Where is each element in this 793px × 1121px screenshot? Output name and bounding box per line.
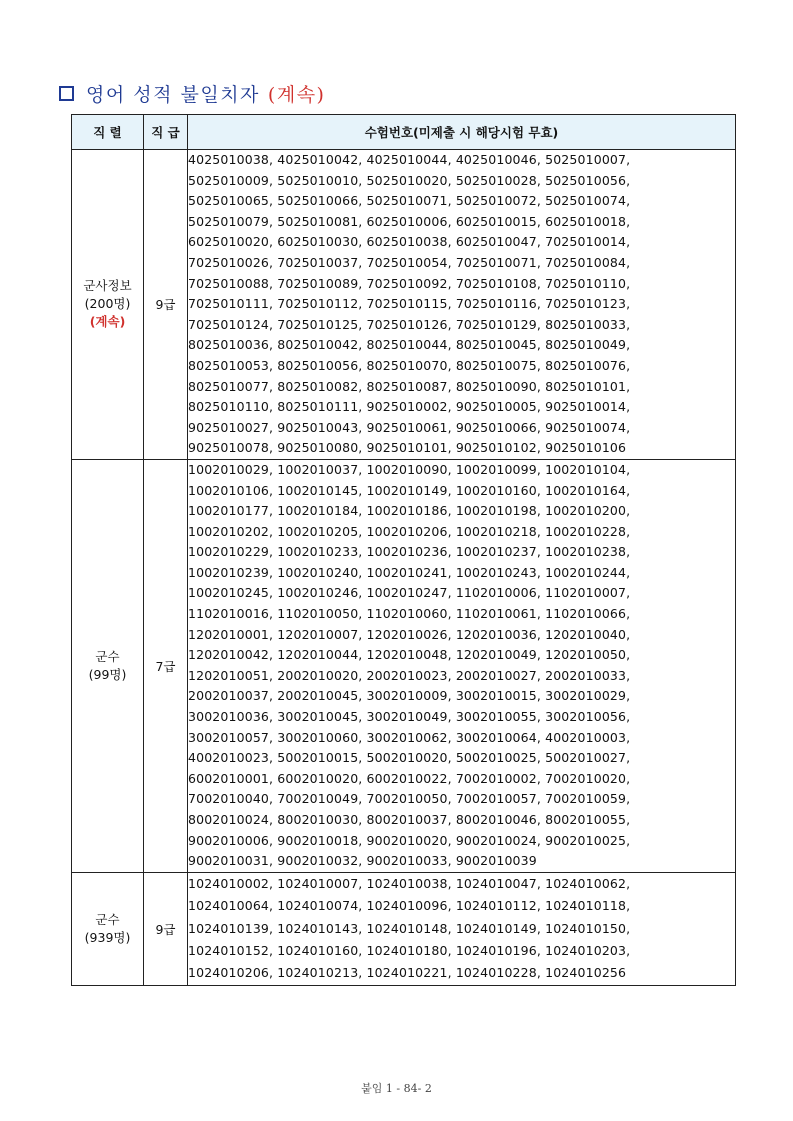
number-line: 1202010001, 1202010007, 1202010026, 1202010036, 1202010040,	[188, 626, 631, 642]
post-name: 군사정보	[83, 278, 132, 294]
header-numbers: 수험번호(미제출 시 해당시험 무효)	[188, 115, 736, 150]
number-line: 1024010206, 1024010213, 1024010221, 1024010228, 1024010256	[188, 965, 627, 981]
number-line: 7025010111, 7025010112, 7025010115, 7025010116, 7025010123,	[188, 296, 631, 312]
number-line: 1024010139, 1024010143, 1024010148, 1024010149, 1024010150,	[188, 920, 631, 936]
number-line: 7002010040, 7002010049, 7002010050, 7002010057, 7002010059,	[188, 791, 631, 807]
number-line: 2002010037, 2002010045, 3002010009, 3002010015, 3002010029,	[188, 688, 631, 704]
number-line: 5025010065, 5025010066, 5025010071, 5025010072, 5025010074,	[188, 193, 631, 209]
number-line: 5025010009, 5025010010, 5025010020, 5025010028, 5025010056,	[188, 172, 631, 188]
section-heading	[59, 80, 325, 106]
post-name: 군수	[95, 911, 120, 927]
number-line: 9002010006, 9002010018, 9002010020, 9002010024, 9002010025,	[188, 832, 631, 848]
number-line: 5025010079, 5025010081, 6025010006, 6025010015, 6025010018,	[188, 213, 631, 229]
number-line: 7025010088, 7025010089, 7025010092, 7025010108, 7025010110,	[188, 275, 631, 291]
heading-title: 영어 성적 불일치자	[86, 83, 260, 106]
number-line: 1002010202, 1002010205, 1002010206, 1002010218, 1002010228,	[188, 523, 631, 539]
numbers-cell	[188, 872, 736, 985]
number-line: 8025010053, 8025010056, 8025010070, 8025010075, 8025010076,	[188, 357, 631, 373]
table-row	[72, 872, 736, 985]
number-line: 4025010038, 4025010042, 4025010044, 4025010046, 5025010007,	[188, 152, 631, 167]
post-count: (99명)	[88, 666, 127, 682]
table-header-row	[72, 115, 736, 150]
number-line: 7025010124, 7025010125, 7025010126, 7025010129, 8025010033,	[188, 316, 631, 332]
number-line: 6025010020, 6025010030, 6025010038, 6025010047, 7025010014,	[188, 234, 631, 250]
numbers-cell	[188, 459, 736, 872]
number-line: 3002010057, 3002010060, 3002010062, 3002010064, 4002010003,	[188, 729, 631, 745]
number-line: 9025010027, 9025010043, 9025010061, 9025010066, 9025010074,	[188, 419, 631, 435]
number-line: 1002010177, 1002010184, 1002010186, 1002010198, 1002010200,	[188, 503, 631, 519]
post-cell	[72, 150, 144, 460]
header-grade: 직 급	[144, 115, 188, 150]
page-footer: 붙임 1 - 84- 2	[361, 1082, 432, 1095]
heading-continued: (계속)	[267, 83, 326, 106]
number-line: 8025010036, 8025010042, 8025010044, 8025010045, 8025010049,	[188, 337, 631, 353]
number-line: 8002010024, 8002010030, 8002010037, 8002010046, 8002010055,	[188, 812, 631, 827]
number-line: 1024010152, 1024010160, 1024010180, 1024010196, 1024010203,	[188, 943, 631, 958]
number-line: 1002010106, 1002010145, 1002010149, 1002010160, 1002010164,	[188, 482, 631, 498]
checkbox-icon	[59, 86, 74, 101]
table-row	[72, 459, 736, 872]
post-name: 군수	[95, 648, 120, 664]
number-line: 1002010029, 1002010037, 1002010090, 1002010099, 1002010104,	[188, 461, 631, 477]
number-line: 1002010229, 1002010233, 1002010236, 1002010237, 1002010238,	[188, 544, 631, 560]
grade-cell: 7급	[144, 459, 188, 872]
number-line: 1202010042, 1202010044, 1202010048, 1202010049, 1202010050,	[188, 647, 631, 663]
post-note: (계속)	[89, 314, 126, 330]
post-count: (200명)	[84, 296, 131, 312]
number-line: 4002010023, 5002010015, 5002010020, 5002010025, 5002010027,	[188, 750, 631, 766]
candidate-table	[71, 114, 736, 986]
number-line: 9002010031, 9002010032, 9002010033, 9002010039	[188, 853, 537, 869]
numbers-cell	[188, 150, 736, 460]
number-line: 7025010026, 7025010037, 7025010054, 7025010071, 7025010084,	[188, 254, 631, 270]
number-line: 1002010239, 1002010240, 1002010241, 1002010243, 1002010244,	[188, 564, 631, 580]
number-line: 8025010077, 8025010082, 8025010087, 8025010090, 8025010101,	[188, 378, 631, 394]
number-line: 1024010064, 1024010074, 1024010096, 1024010112, 1024010118,	[188, 898, 631, 914]
grade-cell: 9급	[144, 872, 188, 985]
number-line: 6002010001, 6002010020, 6002010022, 7002010002, 7002010020,	[188, 770, 631, 786]
number-line: 1202010051, 2002010020, 2002010023, 2002010027, 2002010033,	[188, 667, 631, 683]
number-line: 1024010002, 1024010007, 1024010038, 1024010047, 1024010062,	[188, 875, 631, 891]
post-cell	[72, 459, 144, 872]
table-row	[72, 150, 736, 460]
post-count: (939명)	[84, 929, 131, 945]
number-line: 1102010016, 1102010050, 1102010060, 1102010061, 1102010066,	[188, 606, 631, 622]
number-line: 3002010036, 3002010045, 3002010049, 3002010055, 3002010056,	[188, 709, 631, 725]
number-line: 8025010110, 8025010111, 9025010002, 9025010005, 9025010014,	[188, 399, 631, 415]
header-post: 직 렬	[72, 115, 144, 150]
post-cell	[72, 872, 144, 985]
number-line: 1002010245, 1002010246, 1002010247, 1102010006, 1102010007,	[188, 585, 631, 601]
number-line: 9025010078, 9025010080, 9025010101, 9025010102, 9025010106	[188, 440, 627, 456]
grade-cell: 9급	[144, 150, 188, 460]
